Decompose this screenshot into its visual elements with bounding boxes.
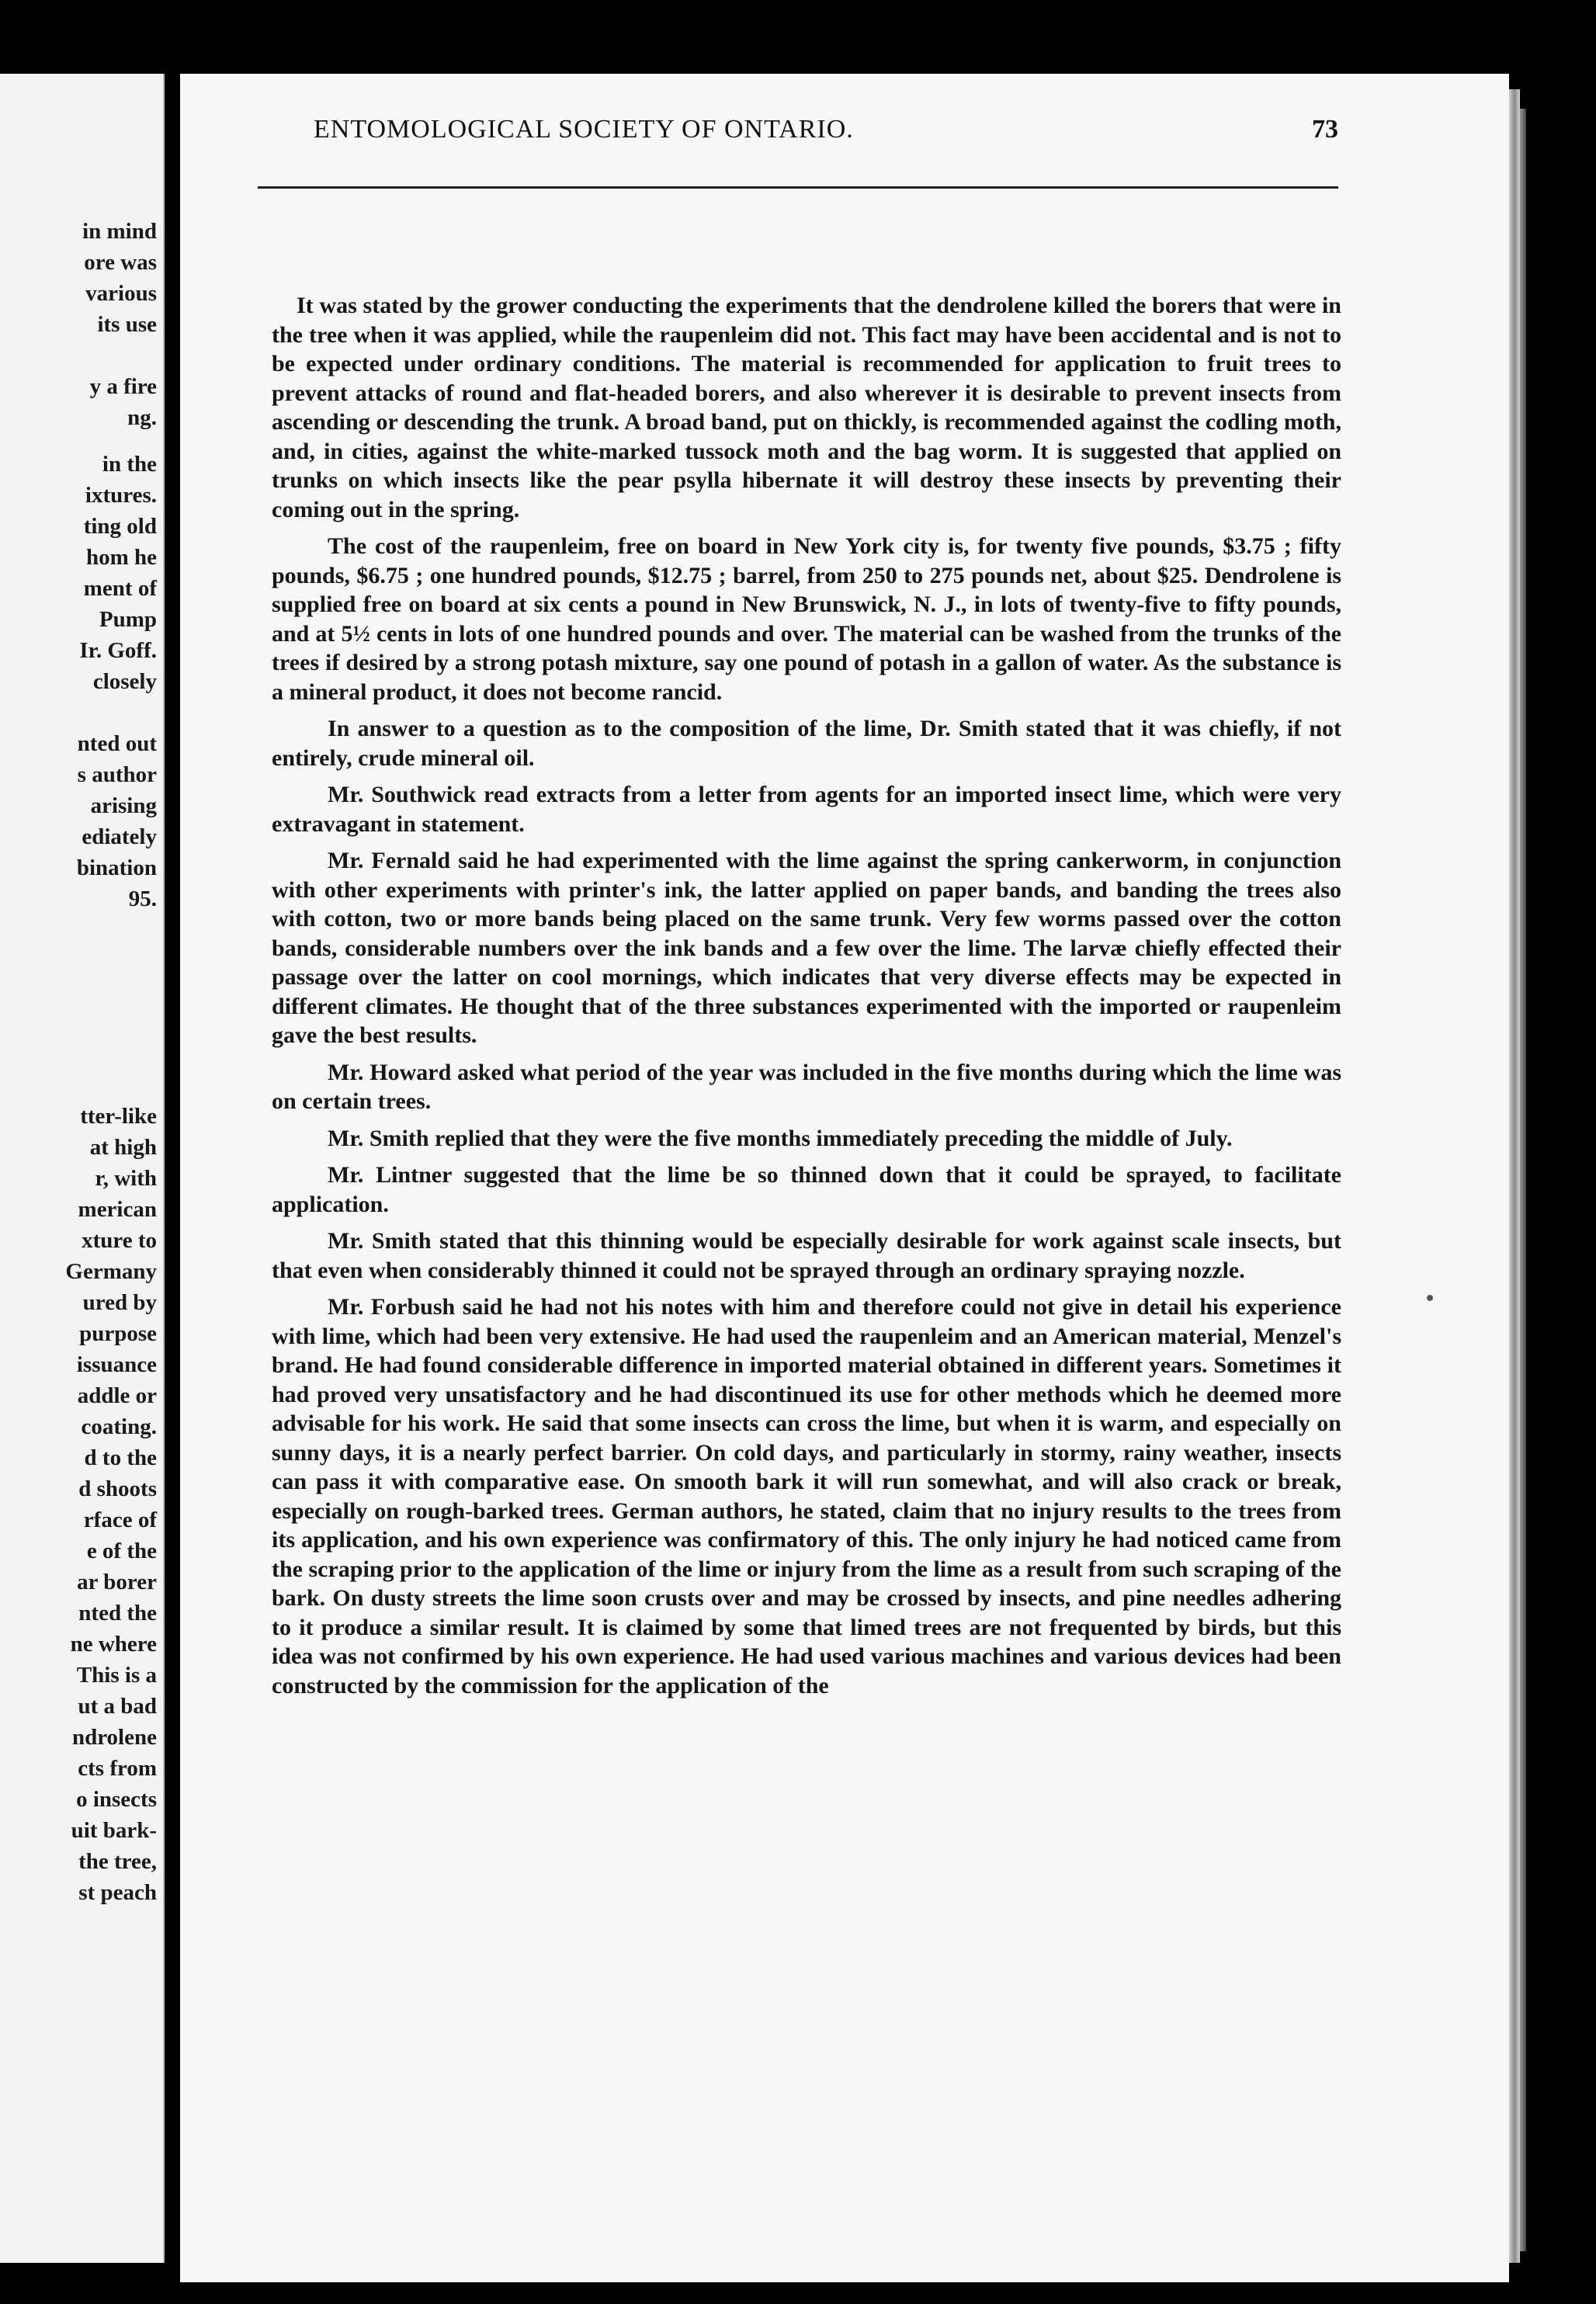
facing-page-line: cts from	[78, 1756, 157, 1781]
facing-page-line: xture to	[82, 1228, 157, 1253]
facing-page-line: ar borer	[77, 1570, 157, 1594]
paragraph: Mr. Southwick read extracts from a letter from agents for an imported insect lime, which were very extravagant in statement.	[272, 782, 1341, 837]
facing-page-line: various	[85, 281, 157, 306]
facing-page-line: ment of	[83, 576, 157, 601]
facing-page-line: merican	[78, 1197, 157, 1222]
facing-page-line: d shoots	[78, 1476, 157, 1501]
running-head: ENTOMOLOGICAL SOCIETY OF ONTARIO.	[314, 115, 854, 144]
facing-page-line: coating.	[81, 1414, 157, 1439]
facing-page-line: tter-like	[80, 1104, 157, 1129]
facing-page-line: nted out	[77, 731, 157, 756]
facing-page-line: ting old	[83, 514, 157, 539]
facing-page-line: r, with	[95, 1166, 157, 1191]
paragraph: Mr. Fernald said he had experimented with the lime against the spring cankerworm, in conjunction with other experiments with printer's ink, the latter applied on paper bands, and banding the trees also with cotton, two or more bands being placed on the same trunk. Very few worms passed over the cotton bands, considerable numbers over the ink bands and a few over the lime. The larvæ chiefly effected their passage over the latter on cool mornings, which indicates that very diverse effects may be expected in different climates. He thought that of the three substances experimented with the imported or raupenleim gave the best results.	[272, 848, 1341, 1048]
page-edge-shadow	[1520, 109, 1526, 2251]
paragraph: Mr. Howard asked what period of the year was included in the five months during which the lime was on certain trees.	[272, 1059, 1341, 1114]
facing-page-line: bination	[76, 855, 157, 880]
facing-page-line: Pump	[99, 607, 157, 632]
facing-page-line: y a fire	[89, 374, 157, 399]
facing-page-line: in the	[102, 452, 157, 477]
facing-page-line: closely	[92, 669, 157, 694]
facing-page-line: ndrolene	[71, 1725, 157, 1750]
facing-page-line: ng.	[127, 405, 157, 430]
facing-page-line: addle or	[77, 1383, 157, 1408]
facing-page-line: its use	[97, 312, 157, 337]
paragraph: Mr. Smith replied that they were the five months immediately preceding the middle of July.	[328, 1125, 1233, 1151]
facing-page-line: ured by	[82, 1290, 157, 1315]
ink-speck	[1427, 1295, 1433, 1301]
facing-page-line: d to the	[84, 1445, 157, 1470]
facing-page-line: Germany	[65, 1259, 157, 1284]
facing-page-line: 95.	[128, 887, 157, 911]
facing-page-line: hom he	[85, 545, 157, 570]
facing-page-line: at high	[89, 1135, 157, 1160]
facing-page-line: Ir. Goff.	[79, 638, 157, 663]
facing-page-line: o insects	[76, 1787, 157, 1812]
facing-page-line: rface of	[83, 1508, 157, 1532]
paragraph: The cost of the raupenleim, free on board in New York city is, for twenty five pounds, $3.75 ; fifty pounds, $6.75 ; one hundred pounds, $12.75 ; barrel, from 250 to 275 pounds net, about $25. Dendrolene is supplied free on board at six cents a pound in New Brunswick, N. J., in lots of twenty-five to fifty pounds, and at 5½ cents in lots of one hundred pounds and over. The material can be washed from the trunks of the trees if desired by a strong potash mixture, say one pound of potash in a gallon of water. As the substance is a mineral product, it does not become rancid.	[272, 533, 1341, 705]
paragraph: It was stated by the grower conducting the experiments that the dendrolene killed the borers that were in the tree when it was applied, while the raupenleim did not. This fact may have been accidental and is not to be expected under ordinary conditions. The material is recommended for application to fruit trees to prevent attacks of round and flat-headed borers, and also wherever it is desirable to prevent insects from ascending or descending the trunk. A broad band, put on thickly, is recommended against the codling moth, and, in cities, against the white-marked tussock moth and the bag worm. It is suggested that applied on trunks on which insects like the pear psylla hibernate it will destroy these insects by preventing their coming out in the spring.	[272, 293, 1341, 522]
facing-page-fragment	[0, 74, 165, 2263]
facing-page-line: e of the	[86, 1539, 157, 1563]
page-edge	[1509, 89, 1520, 2263]
facing-page-line: arising	[90, 793, 157, 818]
facing-page-line: nted the	[78, 1601, 157, 1626]
facing-page-line: the tree,	[78, 1849, 157, 1874]
header-rule	[258, 186, 1338, 189]
facing-page-line: in mind	[82, 219, 157, 244]
facing-page-line: ore was	[84, 250, 157, 275]
facing-page-line: s author	[77, 762, 157, 787]
facing-page-line: uit bark-	[71, 1818, 157, 1843]
paragraph: In answer to a question as to the composition of the lime, Dr. Smith stated that it was chiefly, if not entirely, crude mineral oil.	[272, 716, 1341, 771]
paragraph: Mr. Lintner suggested that the lime be so thinned down that it could be sprayed, to facilitate application.	[272, 1162, 1341, 1217]
facing-page-line: purpose	[79, 1321, 157, 1346]
facing-page-line: This is a	[76, 1663, 157, 1688]
paragraph: Mr. Forbush said he had not his notes with him and therefore could not give in detail his experience with lime, which had been very extensive. He had used the raupenleim and an American material, Menzel's brand. He had found considerable difference in imported material obtained in different years. Sometimes it had proved very unsatisfactory and he had discontinued its use for other methods which he deemed more advisable for his work. He said that some insects can cross the lime, but when it is warm, and especially on sunny days, it is a nearly perfect barrier. On cold days, and particularly in stormy, rainy weather, insects can pass it with comparative ease. On smooth bark it will run somewhat, and will also crack or break, especially on rough-barked trees. German authors, he stated, claim that no injury results to the trees from its application, and his own experience was confirmatory of this. The only injury he had noticed came from the scraping prior to the application of the lime or injury from the lime as a result from such scraping of the bark. On dusty streets the lime soon crusts over and may be crossed by insects, and pine needles adhering to it produce a similar result. It is claimed by some that limed trees are not frequented by birds, but this idea was not confirmed by his own experience. He had used various machines and various devices had been constructed by the commission for the application of the	[272, 1294, 1341, 1699]
facing-page-line: st peach	[78, 1880, 157, 1905]
body-text	[272, 291, 1341, 1708]
page-number: 73	[1312, 115, 1338, 144]
facing-page-line: ne where	[70, 1632, 157, 1657]
facing-page-line: ixtures.	[85, 483, 157, 508]
facing-page-line: ediately	[82, 824, 157, 849]
facing-page-line: issuance	[76, 1352, 157, 1377]
facing-page-line: ut a bad	[78, 1694, 157, 1719]
paragraph: Mr. Smith stated that this thinning would be especially desirable for work against scale insects, but that even when considerably thinned it could not be sprayed through an ordinary spraying nozzle.	[272, 1228, 1341, 1283]
